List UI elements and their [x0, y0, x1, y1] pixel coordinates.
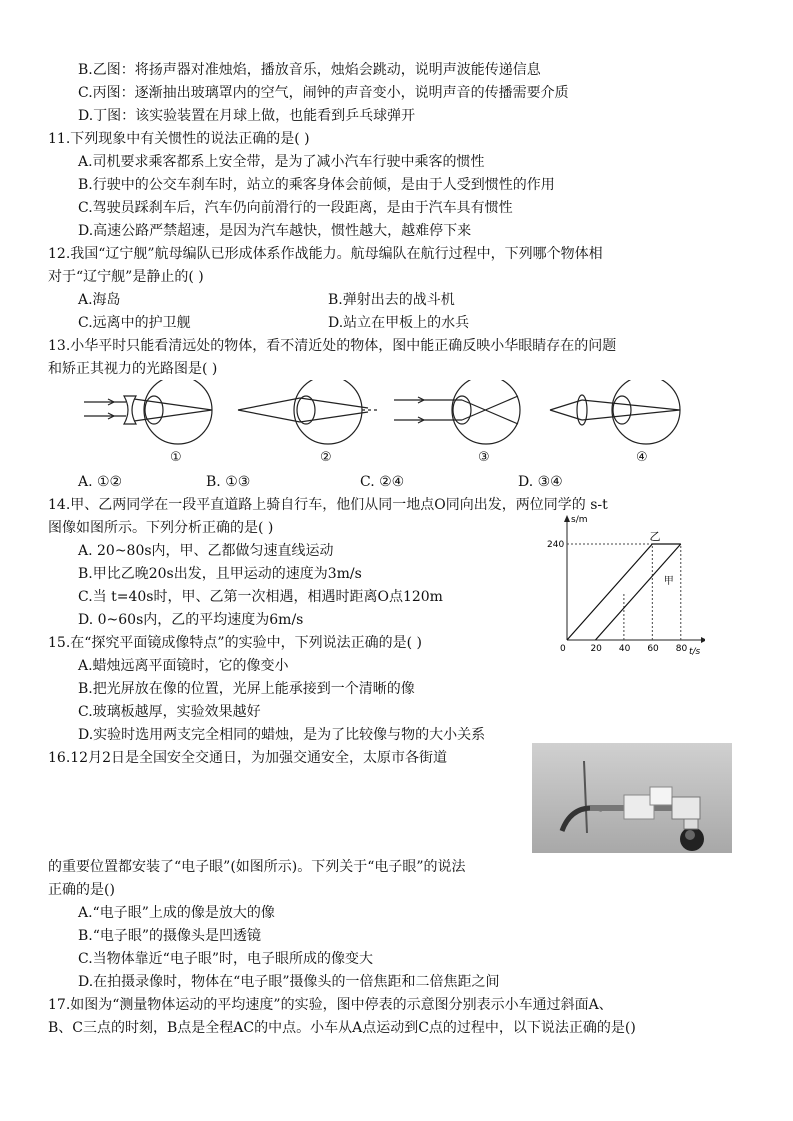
x-tick-label: 80 — [675, 644, 688, 654]
eye-label-1: ① — [170, 450, 182, 465]
series-label-yi: 乙 — [649, 530, 661, 543]
q13-stem-line2: 和矫正其视力的光路图是( ) — [48, 361, 218, 377]
q14-option-d: D. 0~60s内，乙的平均速度为6m/s — [78, 612, 304, 628]
q12-option-d: D.站立在甲板上的水兵 — [328, 315, 470, 331]
eye-diagram-4 — [550, 380, 680, 444]
eye-diagram-1 — [84, 380, 212, 444]
y-axis-label: s/m — [571, 515, 588, 525]
x-axis-label: t/s — [689, 647, 701, 657]
q10-option-c: C.丙图：逐渐抽出玻璃罩内的空气，闹钟的声音变小，说明声音的传播需要介质 — [78, 85, 569, 101]
x-tick-label: 20 — [590, 644, 602, 654]
eye-label-4: ④ — [636, 450, 648, 465]
q16-stem-line3: 正确的是() — [48, 882, 115, 898]
q14-option-b: B.甲比乙晚20s出发，且甲运动的速度为3m/s — [78, 566, 362, 582]
q14-stem-line1: 14.甲、乙两同学在一段平直道路上骑自行车，他们从同一地点O同向出发，两位同学的 s-t — [48, 497, 608, 513]
q11-option-d: D.高速公路严禁超速，是因为汽车越快，惯性越大，越难停下来 — [78, 223, 472, 239]
q13-option-b: B. ①③ — [206, 474, 251, 490]
q16-stem-line1: 16.12月2日是全国安全交通日，为加强交通安全，太原市各街道 — [48, 750, 447, 766]
q16-option-a: A.“电子眼”上成的像是放大的像 — [78, 905, 275, 921]
q15-option-a: A.蜡烛远离平面镜时，它的像变小 — [78, 658, 289, 674]
q15-option-b: B.把光屏放在像的位置，光屏上能承接到一个清晰的像 — [78, 681, 415, 697]
series-label-jia: 甲 — [663, 576, 674, 587]
series-line — [595, 544, 680, 640]
q16-option-d: D.在拍摄录像时，物体在“电子眼”摄像头的一倍焦距和二倍焦距之间 — [78, 974, 500, 990]
electronic-eye-photo — [532, 743, 732, 853]
q13-option-a: A. ①② — [78, 474, 123, 490]
x-axis-arrow — [701, 637, 705, 643]
q14-option-c: C.当 t=40s时，甲、乙第一次相遇，相遇时距离O点120m — [78, 589, 443, 605]
q13-option-d: D. ③④ — [518, 474, 563, 490]
q11-option-b: B.行驶中的公交车刹车时，站立的乘客身体会前倾，是由于人受到惯性的作用 — [78, 177, 555, 193]
eye-diagram-2 — [238, 380, 378, 444]
series-line — [567, 544, 681, 640]
q11-stem: 11.下列现象中有关惯性的说法正确的是( ) — [48, 131, 310, 147]
q14-option-a: A. 20~80s内，甲、乙都做匀速直线运动 — [78, 543, 334, 559]
q16-option-b: B.“电子眼”的摄像头是凹透镜 — [78, 928, 262, 944]
y-tick-label: 240 — [547, 540, 565, 550]
q12-stem-line1: 12.我国“辽宁舰”航母编队已形成体系作战能力。航母编队在航行过程中，下列哪个物体相 — [48, 246, 603, 262]
eye-diagram-3 — [394, 380, 520, 444]
x-tick-label: 60 — [647, 644, 659, 654]
q16-stem-line2: 的重要位置都安装了“电子眼”(如图所示)。下列关于“电子眼”的说法 — [48, 859, 466, 875]
q10-option-d: D.丁图：该实验装置在月球上做，也能看到乒乓球弹开 — [78, 108, 416, 124]
q16-option-c: C.当物体靠近“电子眼”时，电子眼所成的像变大 — [78, 951, 373, 967]
q15-option-c: C.玻璃板越厚，实验效果越好 — [78, 704, 261, 720]
q12-option-a: A.海岛 — [78, 292, 121, 308]
q13-option-c: C. ②④ — [360, 474, 405, 490]
q11-option-c: C.驾驶员踩刹车后，汽车仍向前滑行的一段距离，是由于汽车具有惯性 — [78, 200, 513, 216]
eye-label-3: ③ — [478, 450, 490, 465]
s-t-chart — [545, 512, 705, 657]
y-axis-arrow — [564, 515, 570, 522]
q12-stem-line2: 对于“辽宁舰”是静止的( ) — [48, 269, 204, 285]
q12-option-b: B.弹射出去的战斗机 — [328, 292, 455, 308]
q17-stem-line2: B、C三点的时刻，B点是全程AC的中点。小车从A点运动到C点的过程中，以下说法正确的是() — [48, 1020, 636, 1036]
q12-option-c: C.远离中的护卫舰 — [78, 315, 191, 331]
eye-label-2: ② — [320, 450, 332, 465]
q13-stem-line1: 13.小华平时只能看清远处的物体，看不清近处的物体，图中能正确反映小华眼睛存在的问题 — [48, 338, 617, 354]
x-tick-label: 0 — [560, 644, 566, 654]
q11-option-a: A.司机要求乘客都系上安全带，是为了减小汽车行驶中乘客的惯性 — [78, 154, 485, 170]
q10-option-b: B.乙图：将扬声器对准烛焰，播放音乐，烛焰会跳动，说明声波能传递信息 — [78, 62, 541, 78]
x-tick-label: 40 — [618, 644, 631, 654]
q15-stem: 15.在“探究平面镜成像特点”的实验中，下列说法正确的是( ) — [48, 635, 422, 651]
q15-option-d: D.实验时选用两支完全相同的蜡烛，是为了比较像与物的大小关系 — [78, 727, 486, 743]
q14-stem-line2: 图像如图所示。下列分析正确的是( ) — [48, 520, 274, 536]
q17-stem-line1: 17.如图为“测量物体运动的平均速度”的实验，图中停表的示意图分别表示小车通过斜面A、 — [48, 997, 613, 1013]
